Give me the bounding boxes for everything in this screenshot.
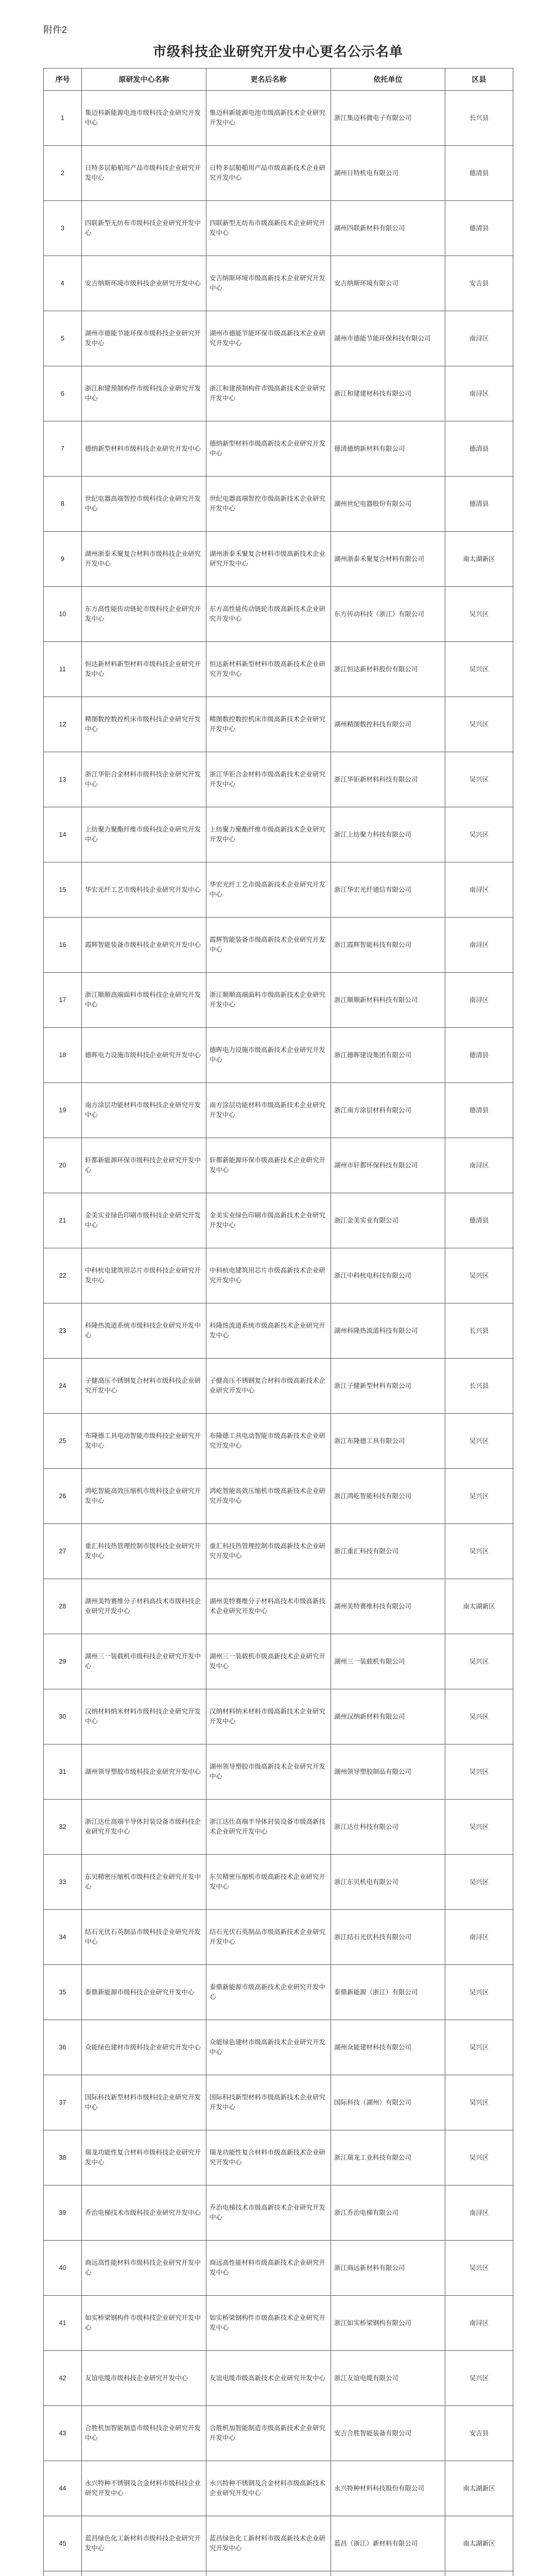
cell-area: 吴兴区 xyxy=(445,1800,513,1855)
cell-no: 3 xyxy=(44,201,82,256)
cell-new-name: 上纺聚力聚酯纤维市级高新技术企业研究开发中心 xyxy=(206,807,331,862)
cell-old-name: 四联新型无纺布市级科技企业研究开发中心 xyxy=(82,201,206,256)
cell-new-name: 浙江达仕高端半导体封装设备市级高新技术企业研究开发中心 xyxy=(206,1800,331,1855)
cell-company: 浙江东贝机电有限公司 xyxy=(331,1855,445,1910)
cell-no: 17 xyxy=(44,973,82,1028)
cell-no: 29 xyxy=(44,1634,82,1689)
cell-area: 安吉县 xyxy=(445,256,513,311)
cell-area: 德清县 xyxy=(445,477,513,532)
cell-area: 南浔区 xyxy=(445,2296,513,2351)
cell-new-name: 泰鼎新能源市级高新技术企业研究开发中心 xyxy=(206,1965,331,2020)
cell-company: 浙江顺顺新材料科技有限公司 xyxy=(331,973,445,1028)
table-row xyxy=(44,1414,513,1469)
table-row xyxy=(44,1689,513,1744)
cell-area: 吴兴区 xyxy=(445,1414,513,1469)
cell-no: 9 xyxy=(44,532,82,587)
header-no: 序号 xyxy=(44,69,82,91)
cell-old-name: 上纺聚力聚酯纤维市级科技企业研究开发中心 xyxy=(82,807,206,862)
cell-company xyxy=(331,2571,445,2576)
cell-company: 湖州日特机电有限公司 xyxy=(331,146,445,201)
cell-area: 南太湖新区 xyxy=(445,532,513,587)
cell-company: 浙江金美实业有限公司 xyxy=(331,1193,445,1248)
cell-no: 35 xyxy=(44,1965,82,2020)
cell-new-name: 浙江和建预制构件市级高新技术企业研究开发中心 xyxy=(206,366,331,421)
cell-new-name: 湖州美特赛维分子材料高技术市级高新技术企业研究开发中心 xyxy=(206,1579,331,1634)
cell-area: 长兴县 xyxy=(445,1359,513,1414)
table-row xyxy=(44,1193,513,1248)
cell-no: 40 xyxy=(44,2241,82,2296)
cell-new-name: 国际科技新型材料市级高新技术企业研究开发中心 xyxy=(206,2075,331,2130)
cell-area: 南浔区 xyxy=(445,366,513,421)
cell-no xyxy=(44,2571,82,2576)
table-row xyxy=(44,146,513,201)
cell-no: 6 xyxy=(44,366,82,421)
cell-no: 25 xyxy=(44,1414,82,1469)
cell-area: 南浔区 xyxy=(445,1138,513,1193)
cell-area: 吴兴区 xyxy=(445,807,513,862)
table-row xyxy=(44,366,513,421)
cell-old-name: 如实桥梁钢构件市级科技企业研究开发中心 xyxy=(82,2296,206,2351)
cell-old-name: 湖州美特赛维分子材料高技术市级科技企业研究开发中心 xyxy=(82,1579,206,1634)
cell-new-name: 瑞龙功能性复合材料市级高新技术企业研究开发中心 xyxy=(206,2130,331,2185)
cell-new-name: 金美实业绿色印刷市级高新技术企业研究开发中心 xyxy=(206,1193,331,1248)
cell-old-name: 泰鼎新能源市级科技企业研究开发中心 xyxy=(82,1965,206,2020)
cell-area: 吴兴区 xyxy=(445,2351,513,2406)
cell-area: 南太湖新区 xyxy=(445,1579,513,1634)
cell-no: 31 xyxy=(44,1744,82,1800)
cell-new-name: 结石光伏石英制品市级高新技术企业研究开发中心 xyxy=(206,1910,331,1965)
cell-company: 浙江上纺聚力科技有限公司 xyxy=(331,807,445,862)
cell-area: 吴兴区 xyxy=(445,1524,513,1579)
cell-new-name: 重汇科技热管理控制市级高新技术企业研究开发中心 xyxy=(206,1524,331,1579)
cell-old-name: 中科杭电建筑用芯片市级科技企业研究开发中心 xyxy=(82,1248,206,1303)
cell-company: 蓝昌（浙江）新材料有限公司 xyxy=(331,2516,445,2571)
cell-company: 安吉纳斯环境有限公司 xyxy=(331,256,445,311)
cell-area: 南浔区 xyxy=(445,918,513,973)
cell-company: 湖州世纪电器股份有限公司 xyxy=(331,477,445,532)
cell-no: 2 xyxy=(44,146,82,201)
cell-company: 湖州四联新材料有限公司 xyxy=(331,201,445,256)
cell-no: 10 xyxy=(44,587,82,642)
cell-area: 德清县 xyxy=(445,1083,513,1138)
table-row xyxy=(44,697,513,752)
cell-new-name: 布隆德工具电动智能市级高新技术企业研究开发中心 xyxy=(206,1414,331,1469)
cell-area: 吴兴区 xyxy=(445,1248,513,1303)
cell-no: 43 xyxy=(44,2406,82,2461)
table-row xyxy=(44,1800,513,1855)
cell-company: 浙江友谊电缆有限公司 xyxy=(331,2351,445,2406)
cell-new-name: 中科杭电建筑用芯片市级高新技术企业研究开发中心 xyxy=(206,1248,331,1303)
cell-no: 33 xyxy=(44,1855,82,1910)
table-row xyxy=(44,1469,513,1524)
cell-new-name: 世纪电器高端智控市级高新技术企业研究开发中心 xyxy=(206,477,331,532)
cell-new-name: 集迈科新能源电池市级高新技术企业研究开发中心 xyxy=(206,91,331,146)
cell-area: 德清县 xyxy=(445,421,513,477)
cell-no: 1 xyxy=(44,91,82,146)
cell-old-name: 精图数控数控机床市级科技企业研究开发中心 xyxy=(82,697,206,752)
cell-company: 浙江结石光伏科技有限公司 xyxy=(331,1910,445,1965)
cell-company: 湖州浙泰禾聚复合材料有限公司 xyxy=(331,532,445,587)
cell-no: 41 xyxy=(44,2296,82,2351)
table-row xyxy=(44,587,513,642)
table-row xyxy=(44,1524,513,1579)
cell-new-name: 汉纳材料纳米材料市级高新技术企业研究开发中心 xyxy=(206,1689,331,1744)
table-row xyxy=(44,1248,513,1303)
cell-old-name: 子健高压不锈钢复合材料市级科技企业研究开发中心 xyxy=(82,1359,206,1414)
cell-company: 湖州科隆热流道科技有限公司 xyxy=(331,1303,445,1359)
cell-company: 湖州三一装载机有限公司 xyxy=(331,1634,445,1689)
cell-company: 浙江南方涂层材料有限公司 xyxy=(331,1083,445,1138)
cell-area: 吴兴区 xyxy=(445,1965,513,2020)
cell-company: 浙江和建建材科技有限公司 xyxy=(331,366,445,421)
cell-company: 浙江德晖建设集团有限公司 xyxy=(331,1028,445,1083)
cell-old-name: 合胜机加智能制造市级科技企业研究开发中心 xyxy=(82,2406,206,2461)
cell-old-name: 东方高性能传动链轮市级科技企业研究开发中心 xyxy=(82,587,206,642)
cell-no: 7 xyxy=(44,421,82,477)
cell-no: 19 xyxy=(44,1083,82,1138)
cell-area: 吴兴区 xyxy=(445,1855,513,1910)
table-row xyxy=(44,2516,513,2571)
table-row xyxy=(44,477,513,532)
cell-old-name: 湖州三一装载机市级科技企业研究开发中心 xyxy=(82,1634,206,1689)
cell-new-name: 永兴特种不锈钢及合金材料市级高新技术企业研究开发中心 xyxy=(206,2461,331,2516)
header-new-name: 更名后名称 xyxy=(206,69,331,91)
cell-company: 浙江瑞龙工业科技有限公司 xyxy=(331,2130,445,2185)
table-row xyxy=(44,1965,513,2020)
cell-company: 浙江中科杭电科技有限公司 xyxy=(331,1248,445,1303)
table-row xyxy=(44,311,513,366)
cell-company: 浙江如实桥梁钢构有限公司 xyxy=(331,2296,445,2351)
cell-new-name: 子健高压不锈钢复合材料市级高新技术企业研究开发中心 xyxy=(206,1359,331,1414)
table-row xyxy=(44,752,513,807)
cell-new-name: 华宏光纤工艺市级高新技术企业研究开发中心 xyxy=(206,862,331,918)
cell-new-name: 日特多层船舶用产品市级高新技术企业研究开发中心 xyxy=(206,146,331,201)
cell-no: 22 xyxy=(44,1248,82,1303)
table-row xyxy=(44,91,513,146)
table-row xyxy=(44,2020,513,2075)
cell-company: 浙江鸿屹智能科技有限公司 xyxy=(331,1469,445,1524)
cell-new-name: 如实桥梁钢构件市级高新技术企业研究开发中心 xyxy=(206,2296,331,2351)
list-table-container xyxy=(43,68,513,2576)
cell-old-name: 鸿屹智能高效压缩机市级科技企业研究开发中心 xyxy=(82,1469,206,1524)
cell-company: 湖州市德能节能环保科技有限公司 xyxy=(331,311,445,366)
attachment-label: 附件2 xyxy=(43,25,67,35)
cell-no: 20 xyxy=(44,1138,82,1193)
cell-old-name: 浙江顺顺高端面料市级科技企业研究开发中心 xyxy=(82,973,206,1028)
table-row xyxy=(44,256,513,311)
table-header-row xyxy=(44,69,513,91)
cell-area: 吴兴区 xyxy=(445,587,513,642)
table-row xyxy=(44,2461,513,2516)
cell-new-name: 恒达新材料新型材料市级高新技术企业研究开发中心 xyxy=(206,642,331,697)
cell-no: 14 xyxy=(44,807,82,862)
cell-old-name: 浙江华钜合金材料市级科技企业研究开发中心 xyxy=(82,752,206,807)
cell-old-name: 重汇科技热管理控制市级科技企业研究开发中心 xyxy=(82,1524,206,1579)
cell-company: 湖州汉纳新材料有限公司 xyxy=(331,1689,445,1744)
cell-new-name: 四联新型无纺布市级高新技术企业研究开发中心 xyxy=(206,201,331,256)
cell-no: 39 xyxy=(44,2185,82,2241)
cell-new-name: 德晖电力设施市级高新技术企业研究开发中心 xyxy=(206,1028,331,1083)
cell-no: 23 xyxy=(44,1303,82,1359)
table-row xyxy=(44,1579,513,1634)
cell-old-name: 世纪电器高端智控市级科技企业研究开发中心 xyxy=(82,477,206,532)
cell-no: 34 xyxy=(44,1910,82,1965)
cell-new-name: 霞辉智能装备市级高新技术企业研究开发中心 xyxy=(206,918,331,973)
cell-area: 南浔区 xyxy=(445,2185,513,2241)
cell-new-name: 友谊电缆市级高新技术企业研究开发中心 xyxy=(206,2351,331,2406)
cell-old-name: 商远高性能材料市级科技企业研究开发中心 xyxy=(82,2241,206,2296)
table-row xyxy=(44,1910,513,1965)
table-row xyxy=(44,2406,513,2461)
cell-old-name: 浙江和建预制构件市级科技企业研究开发中心 xyxy=(82,366,206,421)
cell-company: 浙江达仕科技有限公司 xyxy=(331,1800,445,1855)
cell-new-name: 科隆热流道系统市级高新技术企业研究开发中心 xyxy=(206,1303,331,1359)
cell-old-name: 结石光伏石英制品市级科技企业研究开发中心 xyxy=(82,1910,206,1965)
table-row xyxy=(44,2185,513,2241)
cell-area: 吴兴区 xyxy=(445,752,513,807)
header-old-name: 原研发中心名称 xyxy=(82,69,206,91)
cell-area: 吴兴区 xyxy=(445,2130,513,2185)
cell-old-name: 蓝昌绿色化工新材料市级科技企业研究开发中心 xyxy=(82,2516,206,2571)
cell-area: 吴兴区 xyxy=(445,1469,513,1524)
table-row xyxy=(44,201,513,256)
table-row xyxy=(44,1744,513,1800)
cell-area: 南太湖新区 xyxy=(445,2461,513,2516)
cell-old-name: 华宏光纤工艺市级科技企业研究开发中心 xyxy=(82,862,206,918)
cell-area: 南浔区 xyxy=(445,1910,513,1965)
cell-no: 32 xyxy=(44,1800,82,1855)
cell-old-name: 众能绿色建材市级科技企业研究开发中心 xyxy=(82,2020,206,2075)
cell-new-name xyxy=(206,2571,331,2576)
cell-area: 吴兴区 xyxy=(445,2241,513,2296)
table-row xyxy=(44,918,513,973)
cell-no: 44 xyxy=(44,2461,82,2516)
cell-area: 吴兴区 xyxy=(445,1689,513,1744)
cell-new-name: 蓝昌绿色化工新材料市级高新技术企业研究开发中心 xyxy=(206,2516,331,2571)
table-row xyxy=(44,1634,513,1689)
cell-old-name: 金美实业绿色印刷市级科技企业研究开发中心 xyxy=(82,1193,206,1248)
cell-no: 13 xyxy=(44,752,82,807)
cell-no: 27 xyxy=(44,1524,82,1579)
cell-no: 21 xyxy=(44,1193,82,1248)
rename-list-table xyxy=(43,68,513,2576)
cell-company: 湖州领导塑胶制品有限公司 xyxy=(331,1744,445,1800)
table-row xyxy=(44,2130,513,2185)
cell-old-name: 汉纳材料纳米材料市级科技企业研究开发中心 xyxy=(82,1689,206,1744)
table-row xyxy=(44,1855,513,1910)
header-area: 区县 xyxy=(445,69,513,91)
cell-company: 浙江霞辉智能科技有限公司 xyxy=(331,918,445,973)
table-row xyxy=(44,973,513,1028)
cell-no: 8 xyxy=(44,477,82,532)
cell-new-name: 湖州领导塑胶市级高新技术企业研究开发中心 xyxy=(206,1744,331,1800)
cell-old-name: 湖州市德能节能环保市级科技企业研究开发中心 xyxy=(82,311,206,366)
cell-new-name: 东贝精密压缩机市级高新技术企业研究开发中心 xyxy=(206,1855,331,1910)
cell-area: 吴兴区 xyxy=(445,2020,513,2075)
cell-company: 浙江布隆德工具有限公司 xyxy=(331,1414,445,1469)
cell-area: 吴兴区 xyxy=(445,1744,513,1800)
cell-company: 安吉合胜智能装备有限公司 xyxy=(331,2406,445,2461)
cell-new-name: 湖州市德能节能环保市级高新技术企业研究开发中心 xyxy=(206,311,331,366)
cell-new-name: 商远高性能材料市级高新技术企业研究开发中心 xyxy=(206,2241,331,2296)
cell-area: 德清县 xyxy=(445,1028,513,1083)
cell-company: 浙江商远新材料有限公司 xyxy=(331,2241,445,2296)
table-row xyxy=(44,1303,513,1359)
cell-area: 安吉县 xyxy=(445,2406,513,2461)
cell-new-name: 轩都新能源环保市级高新技术企业研究开发中心 xyxy=(206,1138,331,1193)
cell-no: 24 xyxy=(44,1359,82,1414)
cell-area: 吴兴区 xyxy=(445,697,513,752)
page-title: 市级科技企业研究开发中心更名公示名单 xyxy=(152,44,403,59)
cell-new-name: 安吉纳斯环境市级高新技术企业研究开发中心 xyxy=(206,256,331,311)
cell-area: 德清县 xyxy=(445,1193,513,1248)
cell-company: 浙江华钜新材料科技有限公司 xyxy=(331,752,445,807)
cell-old-name: 科隆热流道系统市级科技企业研究开发中心 xyxy=(82,1303,206,1359)
cell-company: 泰鼎新能源（浙江）有限公司 xyxy=(331,1965,445,2020)
cell-no: 11 xyxy=(44,642,82,697)
cell-area: 南浔区 xyxy=(445,973,513,1028)
cell-company: 浙江集迈科微电子有限公司 xyxy=(331,91,445,146)
cell-company: 国际科技（湖州）有限公司 xyxy=(331,2075,445,2130)
table-row xyxy=(44,421,513,477)
table-row xyxy=(44,807,513,862)
cell-new-name: 湖州浙泰禾聚复合材料市级高新技术企业研究开发中心 xyxy=(206,532,331,587)
table-row xyxy=(44,1138,513,1193)
cell-no: 37 xyxy=(44,2075,82,2130)
table-row xyxy=(44,2296,513,2351)
cell-no: 36 xyxy=(44,2020,82,2075)
table-row xyxy=(44,1028,513,1083)
cell-old-name: 湖州浙泰禾聚复合材料市级科技企业研究开发中心 xyxy=(82,532,206,587)
table-row xyxy=(44,2351,513,2406)
cell-old-name: 浙江达仕高端半导体封装设备市级科技企业研究开发中心 xyxy=(82,1800,206,1855)
cell-area: 南太湖新区 xyxy=(445,2516,513,2571)
cell-company: 湖州美特赛维科技有限公司 xyxy=(331,1579,445,1634)
cell-company: 湖州众能建材科技有限公司 xyxy=(331,2020,445,2075)
cell-old-name: 湖州领导塑胶市级科技企业研究开发中心 xyxy=(82,1744,206,1800)
cell-no: 15 xyxy=(44,862,82,918)
cell-old-name: 集迈科新能源电池市级科技企业研究开发中心 xyxy=(82,91,206,146)
cell-area: 吴兴区 xyxy=(445,642,513,697)
cell-company: 浙江恒达新材料股份有限公司 xyxy=(331,642,445,697)
cell-area: 吴兴区 xyxy=(445,2075,513,2130)
table-row xyxy=(44,862,513,918)
cell-company: 东方传动科技（浙江）有限公司 xyxy=(331,587,445,642)
cell-old-name xyxy=(82,2571,206,2576)
cell-no: 45 xyxy=(44,2516,82,2571)
table-row xyxy=(44,532,513,587)
cell-new-name: 东方高性能传动链轮市级高新技术企业研究开发中心 xyxy=(206,587,331,642)
cell-area xyxy=(445,2571,513,2576)
table-row xyxy=(44,642,513,697)
cell-no: 4 xyxy=(44,256,82,311)
cell-new-name: 精图数控数控机床市级高新技术企业研究开发中心 xyxy=(206,697,331,752)
cell-old-name: 安吉纳斯环境市级科技企业研究开发中心 xyxy=(82,256,206,311)
cell-company: 永兴特种材料科技股份有限公司 xyxy=(331,2461,445,2516)
table-body xyxy=(44,91,513,2576)
cell-no: 42 xyxy=(44,2351,82,2406)
cell-new-name: 南方涂层功能材料市级高新技术企业研究开发中心 xyxy=(206,1083,331,1138)
cell-new-name: 鸿屹智能高效压缩机市级高新技术企业研究开发中心 xyxy=(206,1469,331,1524)
cell-area: 长兴县 xyxy=(445,1303,513,1359)
cell-new-name: 合胜机加智能制造市级高新技术企业研究开发中心 xyxy=(206,2406,331,2461)
cell-old-name: 德晖电力设施市级科技企业研究开发中心 xyxy=(82,1028,206,1083)
cell-old-name: 友谊电缆市级科技企业研究开发中心 xyxy=(82,2351,206,2406)
cell-no: 26 xyxy=(44,1469,82,1524)
cell-old-name: 东贝精密压缩机市级科技企业研究开发中心 xyxy=(82,1855,206,1910)
cell-old-name: 布隆德工具电动智能市级科技企业研究开发中心 xyxy=(82,1414,206,1469)
table-row xyxy=(44,1359,513,1414)
header-company: 依托单位 xyxy=(331,69,445,91)
cell-company: 湖州市轩都环保科技有限公司 xyxy=(331,1138,445,1193)
cell-old-name: 日特多层船舶用产品市级科技企业研究开发中心 xyxy=(82,146,206,201)
cell-old-name: 恒达新材料新型材料市级科技企业研究开发中心 xyxy=(82,642,206,697)
cell-no: 18 xyxy=(44,1028,82,1083)
cell-area: 吴兴区 xyxy=(445,1634,513,1689)
cell-company: 湖州精图数控科技有限公司 xyxy=(331,697,445,752)
cell-no: 5 xyxy=(44,311,82,366)
cell-new-name: 众能绿色建材市级高新技术企业研究开发中心 xyxy=(206,2020,331,2075)
cell-company: 浙江乔治电梯有限公司 xyxy=(331,2185,445,2241)
cell-no: 12 xyxy=(44,697,82,752)
table-row xyxy=(44,2075,513,2130)
cell-company: 浙江子健新型材料有限公司 xyxy=(331,1359,445,1414)
table-row xyxy=(44,2241,513,2296)
cell-old-name: 瑞龙功能性复合材料市级科技企业研究开发中心 xyxy=(82,2130,206,2185)
cell-old-name: 永兴特种不锈钢及合金材料市级科技企业研究开发中心 xyxy=(82,2461,206,2516)
cell-area: 长兴县 xyxy=(445,91,513,146)
cell-no: 38 xyxy=(44,2130,82,2185)
cell-company: 浙江华宏光纤通信有限公司 xyxy=(331,862,445,918)
cell-new-name: 浙江华钜合金材料市级高新技术企业研究开发中心 xyxy=(206,752,331,807)
cell-old-name: 霞辉智能装备市级科技企业研究开发中心 xyxy=(82,918,206,973)
cell-no: 30 xyxy=(44,1689,82,1744)
cell-no: 16 xyxy=(44,918,82,973)
cell-new-name: 德纳新型材料市级高新技术企业研究开发中心 xyxy=(206,421,331,477)
cell-old-name: 国际科技新型材料市级科技企业研究开发中心 xyxy=(82,2075,206,2130)
cell-new-name: 浙江顺顺高端面料市级高新技术企业研究开发中心 xyxy=(206,973,331,1028)
table-row xyxy=(44,2571,513,2576)
cell-new-name: 湖州三一装载机市级高新技术企业研究开发中心 xyxy=(206,1634,331,1689)
cell-no: 28 xyxy=(44,1579,82,1634)
cell-area: 德清县 xyxy=(445,201,513,256)
cell-new-name: 乔治电梯技术市级高新技术企业研究开发中心 xyxy=(206,2185,331,2241)
cell-old-name: 德纳新型材料市级科技企业研究开发中心 xyxy=(82,421,206,477)
cell-old-name: 南方涂层功能材料市级科技企业研究开发中心 xyxy=(82,1083,206,1138)
cell-area: 德清县 xyxy=(445,146,513,201)
cell-old-name: 轩都新能源环保市级科技企业研究开发中心 xyxy=(82,1138,206,1193)
cell-company: 浙江重汇科技有限公司 xyxy=(331,1524,445,1579)
cell-area: 南浔区 xyxy=(445,311,513,366)
cell-company: 德清德纳新材料有限公司 xyxy=(331,421,445,477)
table-row xyxy=(44,1083,513,1138)
cell-old-name: 乔治电梯技术市级科技企业研究开发中心 xyxy=(82,2185,206,2241)
cell-area: 南浔区 xyxy=(445,862,513,918)
